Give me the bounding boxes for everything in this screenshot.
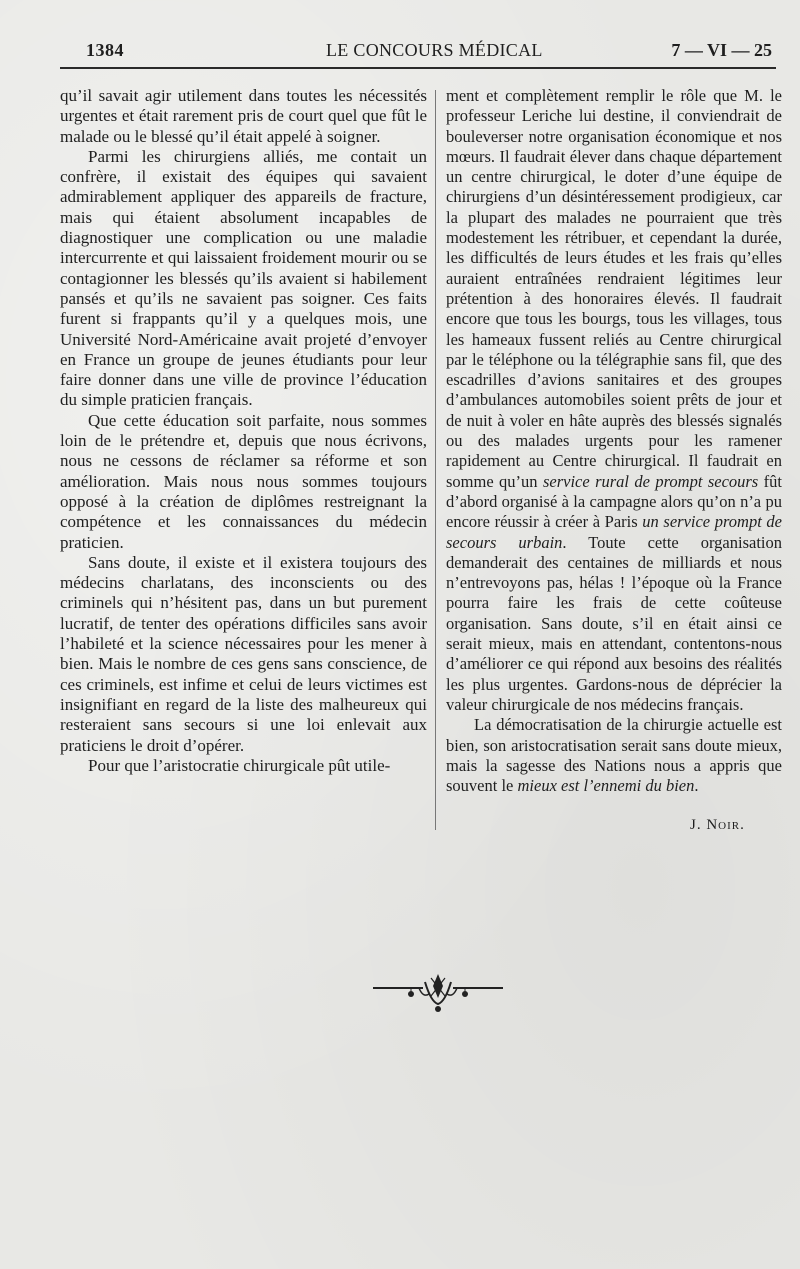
text-run: ment et complètement remplir le rôle que M. le professeur Leriche lui destine, il conviendrait de bouleverser notre organisation économique et nos mœurs. Il faudrait élever dans chaque département un centre chirurgical, le doter d’une équipe de chirurgiens d’un désintéressement prodigieux, car la plupart des malades ne pourraient que très modestement les rétribuer, et cependant la durée, les difficultés de leurs études et les frais qu’elles auraient entraînées rendraient légitimes leur prétention à des honoraires élevés. Il faudrait encore que tous les bourgs, tous les villages, tous les hameaux fussent reliés au Centre chirurgical par le téléphone ou la télégraphie sans fil, que des escadrilles d’avions sanitaires et des groupes d’ambulances automobiles soient prêts de jour et de nuit à voler en hâte auprès des blessés signalés ou des malades urgents pour les ramener rapidement au Centre chirurgical. Il faudrait en somme qu’un (446, 86, 782, 491)
right-column (446, 86, 782, 796)
text-run: . Toute cette organisation demanderait des centaines de milliards et nous n’entrevoyons pas, hélas ! l’époque où la France pourra faire les frais de cette coûteuse organisation. Sans doute, s’il en était ainsi ce serait mieux, mais en attendant, contentons-nous d’améliorer ce qui répond aux besoins des réalités les plus urgentes. Gardons-nous de déprécier la valeur chirurgicale de nos médecins français. (446, 532, 782, 714)
column-divider (435, 90, 436, 830)
journal-title: LE CONCOURS MÉDICAL (326, 40, 543, 60)
header-rule (60, 67, 776, 69)
italic-phrase: un service prompt de secours urbain (446, 512, 782, 552)
paragraph (446, 715, 782, 796)
fleuron-ornament-icon (373, 972, 503, 1016)
issue-date: 7 — VI — 25 (671, 40, 772, 60)
paragraph: qu’il savait agir utilement dans toutes les nécessités urgentes et était rarement pris de court quel que fût le malade ou le blessé qu’il était appelé à soigner. (60, 86, 427, 146)
paragraph: Pour que l’aristocratie chirurgicale pût utile- (88, 755, 391, 775)
paragraph: Que cette éducation soit parfaite, nous sommes loin de le prétendre et, depuis que nous écrivons, nous ne cessons de réclamer sa réforme et son amélioration. Mais nous nous sommes toujours opposé à la création de diplômes restreignant la compétence et les connaissances du médecin praticien. (60, 410, 427, 552)
paragraph: Parmi les chirurgiens alliés, me contait un confrère, il existait des équipes qui savaient admirablement appliquer des appareils de fracture, mais qui étaient absolument incapables de diagnostiquer une complication ou une maladie intercurrente et qui laissaient froidement mourir ou se contagionner les blessés qu’ils avaient si habilement pansés et qu’ils ne savaient pas soigner. Ces faits furent si frappants qu’il y a quelques mois, une Université Nord-Américaine avait projeté d’envoyer en France un groupe de jeunes étudiants pour leur faire donner dans une ville de province l’éducation du simple praticien français. (60, 146, 427, 410)
text-run: . (694, 776, 699, 796)
paragraph: Sans doute, il existe et il existera toujours des médecins charlatans, des inconscients ou des criminels qui n’hésitent pas, dans un but purement lucratif, de tenter des opérations difficiles sans avoir l’habileté et la science nécessaires pour les mener à bien. Mais le nombre de ces gens sans conscience, de ces criminels, est infime et celui de leurs victimes est insignifiant en regard de la liste des malheureux qui resteraient sans secours si une loi enlevait aux praticiens le droit d’opérer. (60, 552, 427, 755)
page-number: 1384 (86, 40, 124, 60)
text-run: La démocratisation de la chirurgie actuelle est bien, son aristocratisation serait sans doute mieux, mais la sagesse des Nations nous a appris que souvent le (446, 715, 782, 796)
text-run: fût d’abord organisé à la campagne alors qu’on n’a pu encore réussir à créer à Paris (446, 471, 782, 532)
paragraph (446, 86, 782, 715)
running-header (86, 40, 772, 68)
italic-phrase: mieux est l’ennemi du bien (517, 776, 695, 796)
author-signature: J. Noir. (690, 817, 745, 833)
italic-phrase: service rural de prompt secours (542, 471, 759, 491)
left-column (60, 86, 427, 776)
